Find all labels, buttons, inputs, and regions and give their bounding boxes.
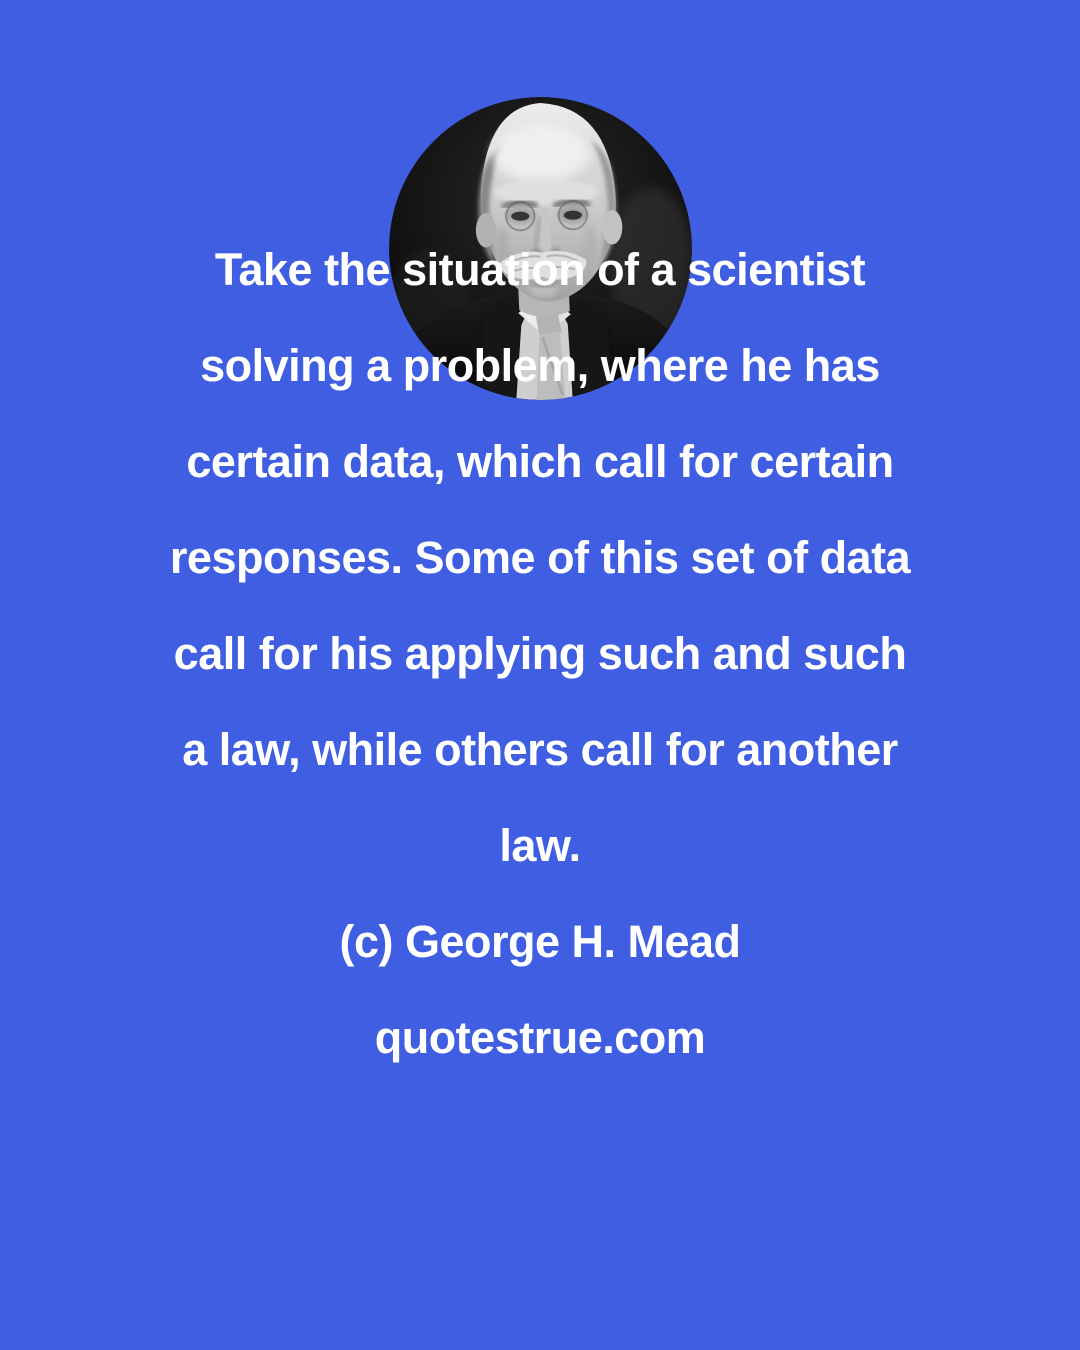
quote-line: solving a problem, where he has — [200, 340, 880, 391]
quote-line: call for his applying such and such — [173, 628, 907, 679]
quote-line: certain data, which call for certain — [186, 436, 894, 487]
quote-line: a law, while others call for another — [182, 724, 898, 775]
quote-line: Take the situation of a scientist — [214, 244, 866, 295]
quote-text-block — [40, 222, 1040, 1086]
website-name: quotestrue.com — [374, 1012, 706, 1063]
quote-line: responses. Some of this set of data — [169, 532, 911, 583]
quote-attribution: (c) George H. Mead — [339, 916, 741, 967]
quote-line: law. — [499, 820, 581, 871]
